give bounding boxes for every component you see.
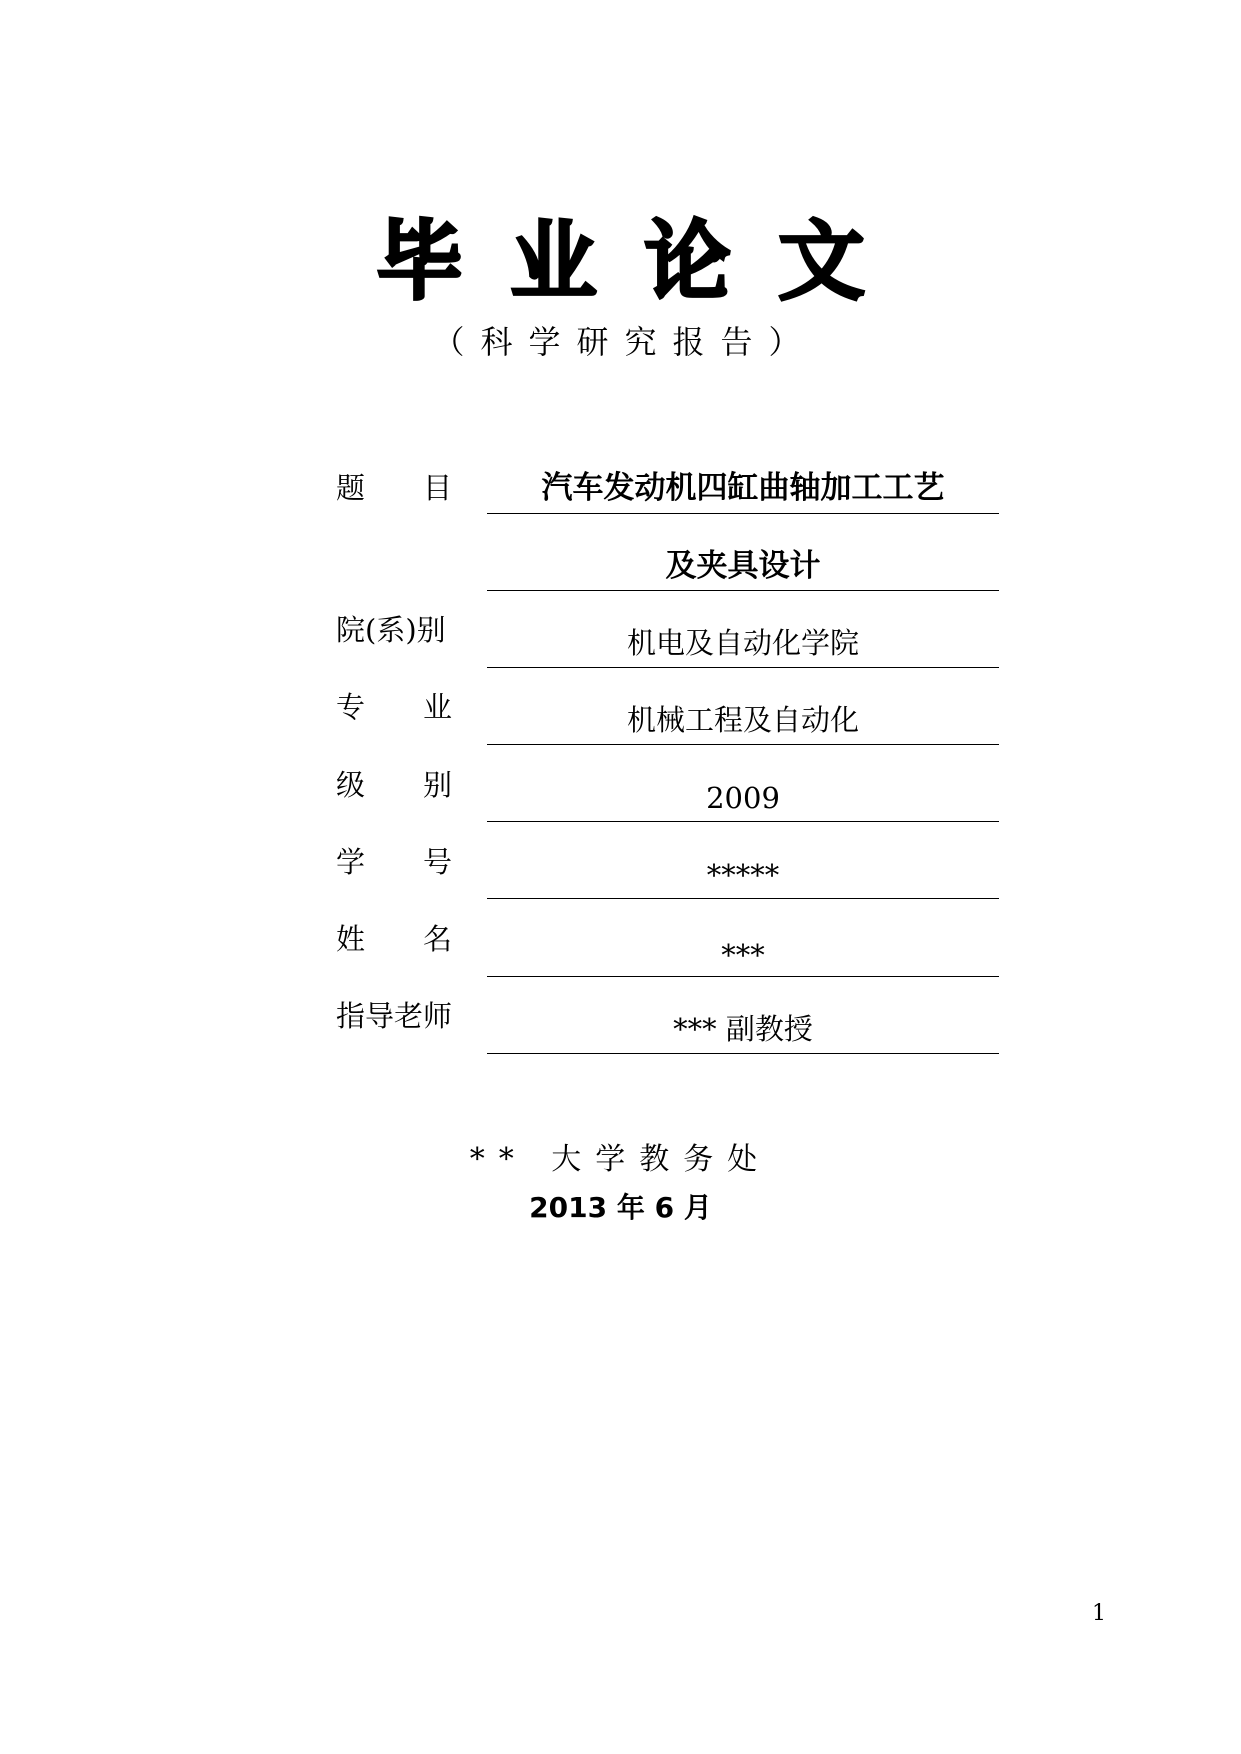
label-char: 名 xyxy=(422,922,452,956)
label-char: 专 xyxy=(336,690,366,724)
field-label-topic xyxy=(336,470,456,506)
field-value-advisor: *** 副教授 xyxy=(673,1012,813,1046)
underline xyxy=(487,898,999,899)
field-value-student-id: ***** xyxy=(706,858,780,892)
field-value-major: 机械工程及自动化 xyxy=(626,703,859,737)
underline xyxy=(487,821,999,822)
field-label-advisor: 指导老师 xyxy=(336,999,453,1033)
field-label-student-id xyxy=(336,844,456,880)
underline xyxy=(487,513,999,514)
field-label-name xyxy=(336,921,456,957)
main-title: 毕业论文 xyxy=(376,212,913,312)
issuer: ** 大学教务处 xyxy=(469,1142,772,1177)
label-char: 姓 xyxy=(336,922,366,956)
label-char: 业 xyxy=(422,690,452,724)
field-label-department: 院(系)别 xyxy=(336,613,446,647)
subtitle: （科学研究报告） xyxy=(432,323,817,361)
field-label-grade xyxy=(336,767,456,803)
underline xyxy=(487,1053,999,1054)
underline xyxy=(487,976,999,977)
underline xyxy=(487,744,999,745)
field-label-major xyxy=(336,689,456,725)
field-label-name-text xyxy=(336,921,452,957)
label-char: 题 xyxy=(336,471,366,505)
label-char: 级 xyxy=(336,768,366,802)
field-value-department: 机电及自动化学院 xyxy=(626,626,859,660)
date: 2013 年 6 月 xyxy=(529,1191,712,1224)
field-value-name: *** xyxy=(721,938,765,972)
field-label-student-id-text xyxy=(336,844,452,880)
page-number: 1 xyxy=(1092,1601,1106,1626)
underline xyxy=(487,590,999,591)
label-char: 学 xyxy=(336,845,366,879)
label-char: 号 xyxy=(422,845,452,879)
label-char: 别 xyxy=(422,768,452,802)
field-label-grade-text xyxy=(336,767,452,803)
field-value-topic-line2: 及夹具设计 xyxy=(665,548,821,584)
field-value-grade: 2009 xyxy=(706,781,780,815)
field-label-major-text xyxy=(336,689,452,725)
underline xyxy=(487,667,999,668)
label-char: 目 xyxy=(422,471,452,505)
field-value-topic-line1: 汽车发动机四缸曲轴加工工艺 xyxy=(541,470,945,506)
field-label-topic-text xyxy=(336,470,452,506)
